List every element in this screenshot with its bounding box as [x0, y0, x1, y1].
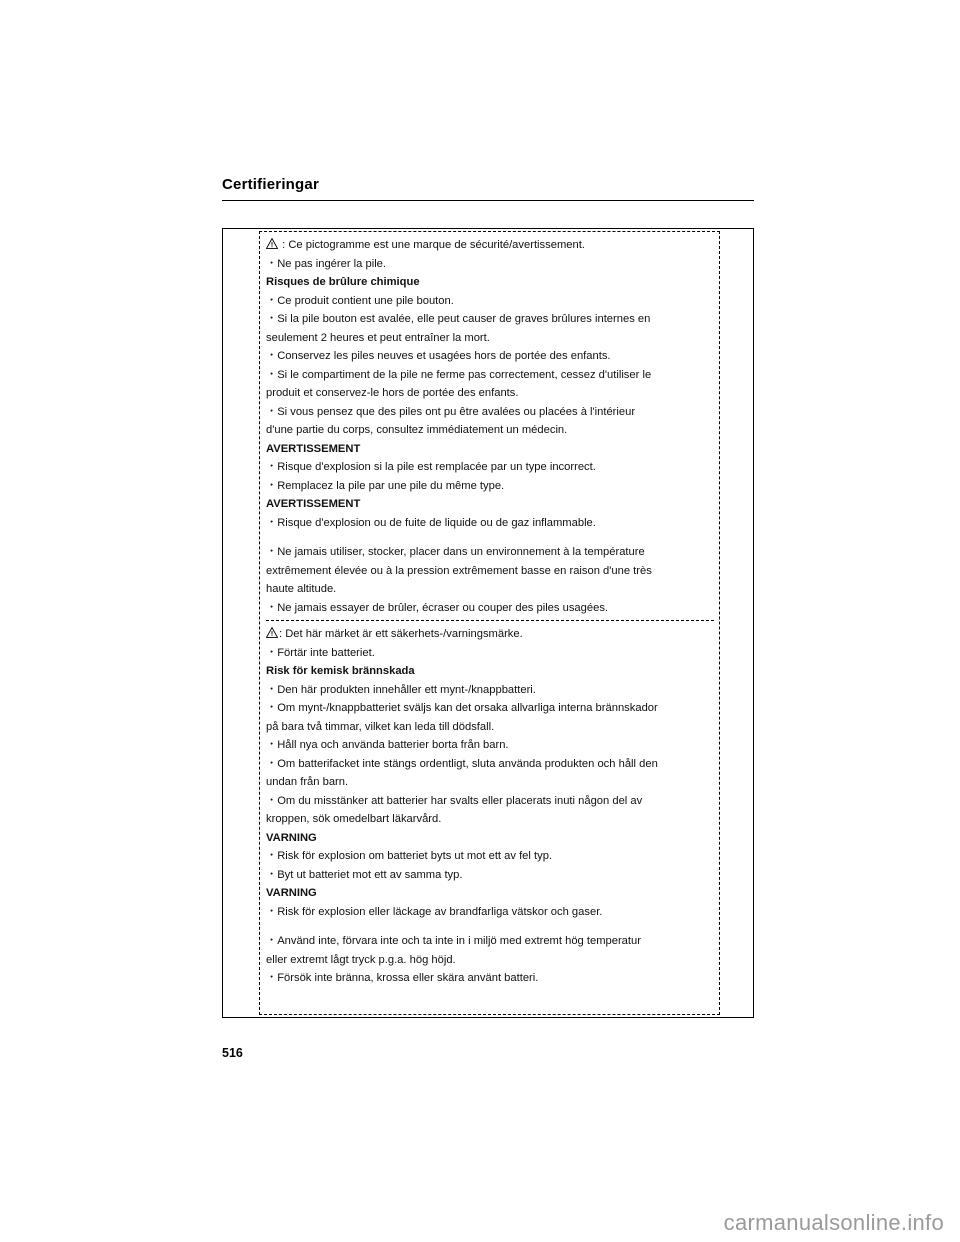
text-line	[266, 543, 714, 562]
line-text: ・Om batterifacket inte stängs ordentligt, sluta använda produkten och håll den	[266, 757, 658, 770]
text-line	[266, 810, 714, 829]
line-text: undan från barn.	[266, 776, 349, 788]
text-line	[266, 718, 714, 737]
line-text: eller extremt lågt tryck p.g.a. hög höjd.	[266, 953, 456, 966]
line-text: ・Si la pile bouton est avalée, elle peut causer de graves brûlures internes en	[266, 313, 651, 325]
swedish-warning-section	[266, 625, 714, 988]
text-line	[266, 347, 714, 366]
page-title: Certifieringar	[222, 176, 319, 193]
text-line	[266, 644, 714, 663]
line-text: ・Om mynt-/knappbatteriet sväljs kan det orsaka allvarliga interna brännskador	[266, 702, 658, 714]
text-line	[266, 310, 714, 329]
line-text: AVERTISSEMENT	[266, 442, 361, 455]
line-text: seulement 2 heures et peut entraîner la mort.	[266, 331, 490, 344]
line-text: ・Om du misstänker att batterier har svalts eller placerats inuti någon del av	[266, 794, 643, 807]
text-line	[266, 440, 714, 459]
text-line	[266, 477, 714, 496]
text-line	[266, 292, 714, 311]
line-text: kroppen, sök omedelbart läkarvård.	[266, 813, 442, 825]
line-text: ・Den här produkten innehåller ett mynt-/knappbatteri.	[266, 683, 536, 696]
text-line	[266, 792, 714, 811]
line-text: ・Risk för explosion om batteriet byts ut mot ett av fel typ.	[266, 850, 553, 862]
french-warning-section	[266, 236, 714, 617]
text-line	[266, 580, 714, 599]
text-line	[266, 366, 714, 385]
line-text: ・Risque d'explosion ou de fuite de liquide ou de gaz inflammable.	[266, 516, 596, 529]
line-text: ・Försök inte bränna, krossa eller skära använt batteri.	[266, 972, 539, 984]
line-text: ・Risk för explosion eller läckage av brandfarliga vätskor och gaser.	[266, 905, 603, 918]
watermark-text: carmanualsonline.info	[723, 1210, 944, 1235]
line-text: VARNING	[266, 831, 317, 844]
text-line	[266, 562, 714, 581]
line-text: Risques de brûlure chimique	[266, 276, 420, 288]
line-text: extrêmement élevée ou à la pression extrêmement basse en raison d'une très	[266, 564, 652, 577]
line-text: ・Remplacez la pile par une pile du même type.	[266, 479, 505, 492]
title-divider	[222, 200, 754, 201]
text-line	[266, 884, 714, 903]
text-line	[266, 495, 714, 514]
warning-triangle-icon	[266, 627, 278, 638]
text-line	[266, 662, 714, 681]
text-line	[266, 736, 714, 755]
text-line	[266, 847, 714, 866]
watermark	[724, 1210, 944, 1236]
section-separator	[266, 620, 714, 621]
line-text: : Det här märket är ett säkerhets-/varningsmärke.	[279, 628, 523, 640]
text-line	[266, 755, 714, 774]
certification-content	[266, 236, 714, 988]
line-text: ・Använd inte, förvara inte och ta inte in i miljö med extremt hög temperatur	[266, 935, 641, 947]
line-text: ・Si vous pensez que des piles ont pu être avalées ou placées à l'intérieur	[266, 405, 636, 418]
text-line	[266, 969, 714, 988]
text-line	[266, 903, 714, 922]
text-line	[266, 255, 714, 274]
line-text: ・Ne pas ingérer la pile.	[266, 257, 387, 270]
line-text: ・Risque d'explosion si la pile est remplacée par un type incorrect.	[266, 461, 596, 473]
spacer-line	[266, 532, 714, 543]
line-text: ・Byt ut batteriet mot ett av samma typ.	[266, 868, 463, 881]
line-text: ・Förtär inte batteriet.	[266, 646, 375, 659]
spacer-line	[266, 921, 714, 932]
line-text: ・Håll nya och använda batterier borta från barn.	[266, 739, 509, 751]
text-line	[266, 866, 714, 885]
line-text: AVERTISSEMENT	[266, 498, 361, 510]
line-text: ・Ce produit contient une pile bouton.	[266, 294, 454, 307]
line-text: haute altitude.	[266, 583, 337, 595]
text-line	[266, 932, 714, 951]
page-number: 516	[222, 1046, 243, 1060]
line-text: produit et conservez-le hors de portée des enfants.	[266, 387, 519, 399]
line-text: VARNING	[266, 887, 317, 899]
text-line	[266, 384, 714, 403]
text-line	[266, 599, 714, 618]
line-text: ・Conservez les piles neuves et usagées hors de portée des enfants.	[266, 350, 611, 362]
line-text: d'une partie du corps, consultez immédiatement un médecin.	[266, 424, 568, 436]
text-line	[266, 699, 714, 718]
text-line	[266, 773, 714, 792]
text-line	[266, 625, 714, 644]
text-line	[266, 273, 714, 292]
line-text: på bara två timmar, vilket kan leda till dödsfall.	[266, 720, 495, 733]
line-text: Risk för kemisk brännskada	[266, 665, 415, 677]
text-line	[266, 681, 714, 700]
warning-triangle-icon	[266, 238, 278, 249]
text-line	[266, 403, 714, 422]
text-line	[266, 829, 714, 848]
line-text: ・Ne jamais essayer de brûler, écraser ou couper des piles usagées.	[266, 601, 609, 614]
line-text: ・Ne jamais utiliser, stocker, placer dans un environnement à la température	[266, 546, 645, 558]
text-line	[266, 458, 714, 477]
text-line	[266, 514, 714, 533]
text-line	[266, 951, 714, 970]
line-text: : Ce pictogramme est une marque de sécurité/avertissement.	[279, 239, 585, 251]
text-line	[266, 236, 714, 255]
line-text: ・Si le compartiment de la pile ne ferme pas correctement, cessez d'utiliser le	[266, 368, 652, 381]
text-line	[266, 421, 714, 440]
text-line	[266, 329, 714, 348]
